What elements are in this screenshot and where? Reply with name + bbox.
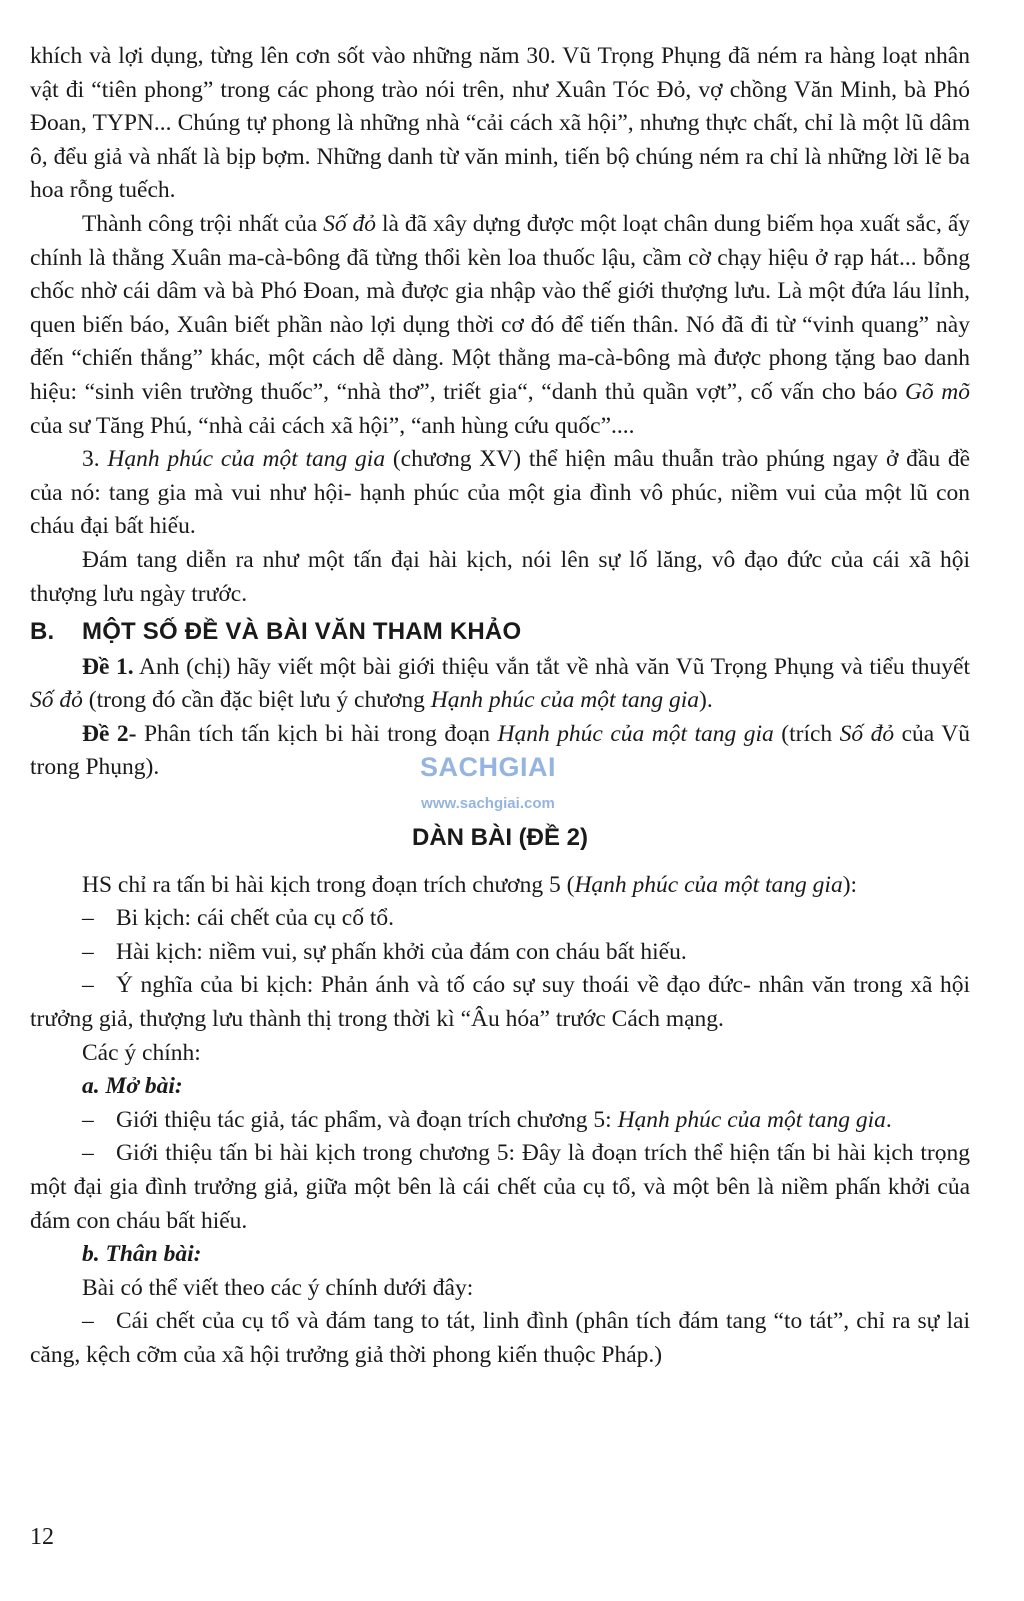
dash-bullet: – bbox=[82, 1106, 94, 1133]
text-run: (trong đó cần đặc biệt lưu ý chương bbox=[82, 687, 431, 714]
subheading-than-bai: b. Thân bài: bbox=[82, 1241, 202, 1268]
dash-bullet: – bbox=[82, 972, 94, 999]
dash-bullet: – bbox=[82, 1140, 94, 1167]
section-b-heading bbox=[30, 615, 970, 649]
page-number: 12 bbox=[30, 1524, 54, 1550]
text-run: Anh (chị) hãy viết một bài giới thiệu vắn tắt về nhà văn Vũ Trọng Phụng và tiểu thuyết bbox=[133, 653, 971, 680]
text-run: Thành công trội nhất của bbox=[82, 210, 324, 237]
subheading-mo-bai: a. Mở bài: bbox=[82, 1073, 183, 1100]
page-body bbox=[30, 40, 970, 1373]
dash-bullet: – bbox=[82, 938, 94, 965]
list-item-text: Cái chết của cụ tổ và đám tang to tát, linh đình (phân tích đám tang “to tát”, chỉ ra sự lai căng, kệch cỡm của xã hội trưởng giả thời phong kiến thuộc Pháp.) bbox=[30, 1308, 970, 1368]
text-run: (chương XV) thể hiện mâu thuẫn trào phúng ngay ở đầu đề của nó: tang gia mà vui như hội- hạnh phúc của một gia đình vô phúc, niềm vui của một lũ con cháu đại bất hiếu. bbox=[30, 446, 971, 540]
list-item-text: Giới thiệu tấn bi hài kịch trong chương 5: Đây là đoạn trích thể hiện tấn bi hài kịch trọng một đại gia đình trưởng giả, giữa một bên là cái chết của cụ tổ, và một bên là niềm phấn khởi của đám con cháu bất hiếu. bbox=[30, 1140, 970, 1234]
outline-intro bbox=[30, 869, 970, 903]
text-run: . bbox=[885, 1106, 892, 1133]
list-item-text: Ý nghĩa của bi kịch: Phản ánh và tố cáo sự suy thoái về đạo đức- nhân văn trong xã hội trưởng giả, thượng lưu thành thị trong thời kì “Âu hóa” trước Cách mạng. bbox=[30, 972, 970, 1033]
italic-title: Số đỏ bbox=[30, 687, 83, 714]
list-item-text: Bi kịch: cái chết của cụ cố tổ. bbox=[116, 905, 394, 932]
list-item bbox=[30, 936, 970, 970]
section-number: B. bbox=[30, 618, 55, 646]
list-item bbox=[30, 1305, 970, 1372]
italic-title: Hạnh phúc của một tang gia bbox=[497, 720, 774, 747]
dash-bullet: – bbox=[82, 905, 94, 932]
list-item bbox=[30, 902, 970, 936]
than-bai-intro: Bài có thể viết theo các ý chính dưới đây: bbox=[82, 1274, 474, 1301]
watermark-url: www.sachgiai.com bbox=[421, 795, 555, 812]
dash-bullet: – bbox=[82, 1308, 94, 1335]
text-run: của sư Tăng Phú, “nhà cải cách xã hội”, “anh hùng cứu quốc”.... bbox=[30, 412, 635, 439]
list-item bbox=[30, 1104, 970, 1138]
italic-title: Hạnh phúc của một tang gia bbox=[617, 1106, 886, 1133]
paragraph-3 bbox=[30, 443, 970, 544]
section-title: MỘT SỐ ĐỀ VÀ BÀI VĂN THAM KHẢO bbox=[82, 618, 522, 646]
text-run: là đã xây dựng được một loạt chân dung biếm họa xuất sắc, ấy chính là thằng Xuân ma-cà-bông đã từng thổi kèn loa thuốc lậu, cầm cờ chạy hiệu ở rạp hát... bỗng chốc nhờ cái dâm và bà Phó Đoan, mà được gia nhập vào thế giới thượng lưu. Là một đứa láu lỉnh, quen biến báo, Xuân biết phần nào lợi dụng thời cơ đó để tiến thân. Nó đã đi từ “vinh quang” này đến “chiến thắng” khác, một cách dễ dàng. Một thằng ma-cà-bông mà được phong tặng bao danh hiệu: “sinh viên trường thuốc”, “nhà thơ”, triết gia“, “danh thủ quần vợt”, cố vấn cho báo bbox=[30, 210, 971, 405]
list-item-text: Giới thiệu tác giả, tác phẩm, và đoạn trích chương 5: bbox=[116, 1106, 618, 1133]
text-run: Phân tích tấn kịch bi hài trong đoạn bbox=[136, 720, 498, 747]
exercise-1 bbox=[30, 651, 970, 718]
text-run: ). bbox=[699, 687, 713, 714]
italic-title: Số đỏ bbox=[839, 720, 895, 747]
outline-heading: DÀN BÀI (ĐỀ 2) bbox=[411, 824, 588, 852]
text-run: (trích bbox=[773, 720, 840, 747]
paragraph-1: khích và lợi dụng, từng lên cơn sốt vào những năm 30. Vũ Trọng Phụng đã ném ra hàng loạt nhân vật đi “tiên phong” trong các phong trào nói trên, như Xuân Tóc Đỏ, vợ chồng Văn Minh, bà Phó Đoan, TYPN... Chúng tự phong là những nhà “cải cách xã hội”, nhưng thực chất, chỉ là một lũ dâm ô, đểu giả và nhất là bịp bợm. Những danh từ văn minh, tiến bộ chúng ném ra chỉ là những lời lẽ ba hoa rỗng tuếch. bbox=[30, 43, 970, 204]
exercise-2 bbox=[30, 718, 970, 785]
italic-chapter-title: Hạnh phúc của một tang gia bbox=[107, 446, 386, 473]
italic-title: Hạnh phúc của một tang gia bbox=[430, 687, 700, 714]
list-item bbox=[30, 1137, 970, 1238]
italic-title-go-mo: Gõ mõ bbox=[904, 378, 970, 405]
text-run: HS chỉ ra tấn bi hài kịch trong đoạn trích chương 5 ( bbox=[82, 871, 575, 898]
paragraph-2 bbox=[30, 208, 970, 443]
list-item-text: Hài kịch: niềm vui, sự phấn khởi của đám con cháu bất hiếu. bbox=[116, 938, 687, 965]
italic-title-so-do: Số đỏ bbox=[323, 210, 377, 237]
list-item bbox=[30, 969, 970, 1036]
main-points-label: Các ý chính: bbox=[82, 1039, 201, 1066]
paragraph-4: Đám tang diễn ra như một tấn đại hài kịch, nói lên sự lố lăng, vô đạo đức của cái xã hội thượng lưu ngày trước. bbox=[30, 546, 970, 607]
italic-title: Hạnh phúc của một tang gia bbox=[574, 871, 843, 898]
watermark-brand: SACHGIAI bbox=[420, 752, 557, 782]
item-number: 3. bbox=[82, 446, 108, 473]
text-run: của Vũ trong Phụng). bbox=[30, 720, 970, 781]
exercise-1-label: Đề 1. bbox=[82, 653, 134, 680]
text-run: ): bbox=[842, 871, 858, 898]
exercise-2-label: Đề 2- bbox=[82, 720, 137, 747]
